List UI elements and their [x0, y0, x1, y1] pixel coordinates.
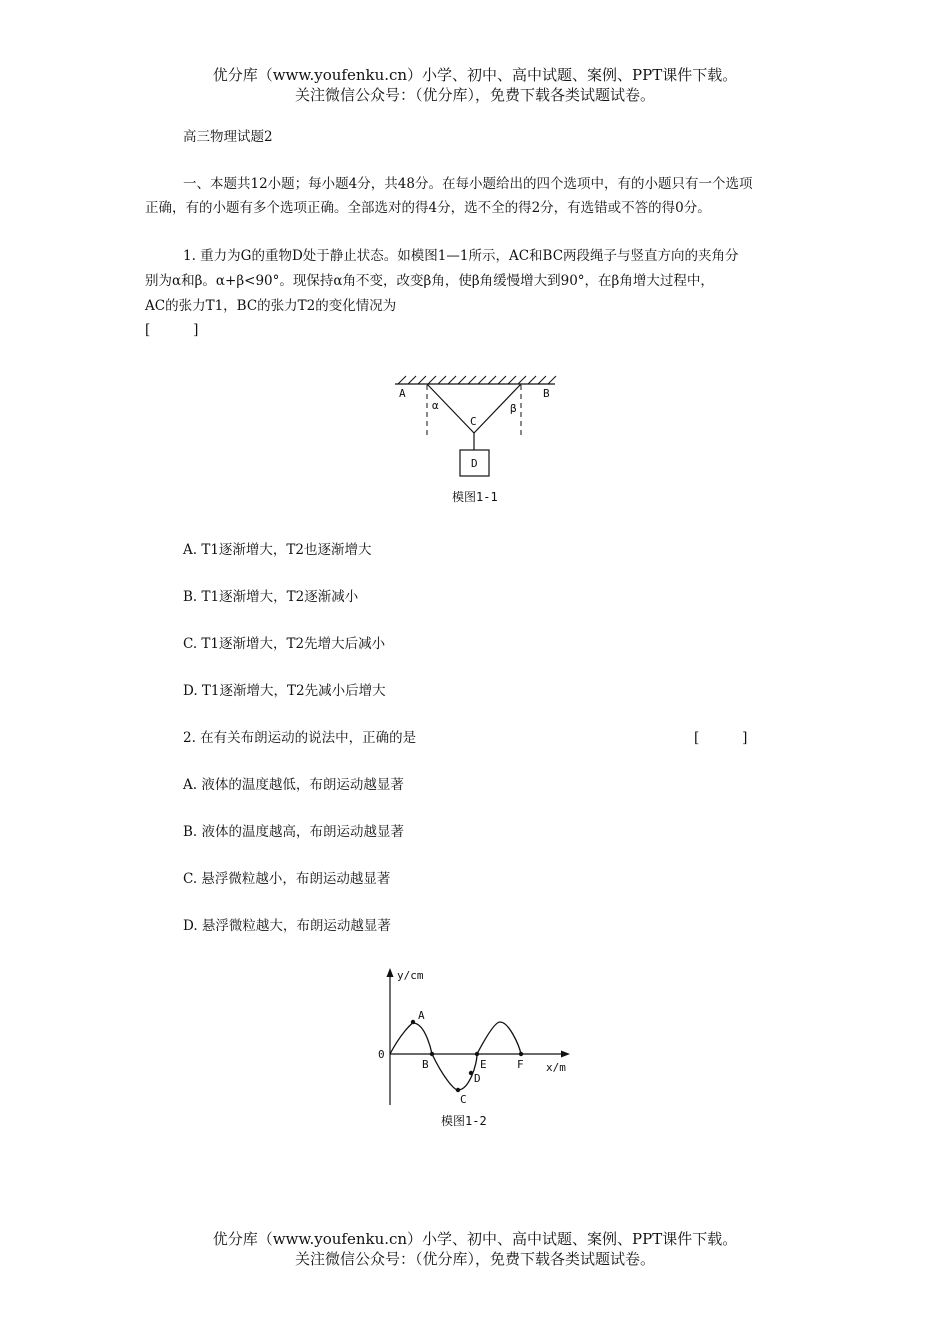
header-line-1: 优分库（www.youfenku.cn）小学、初中、高中试题、案例、PPT课件下载。 [212, 66, 738, 84]
figure-1-1-caption: 模图1-1 [452, 490, 498, 504]
q1-line-2: 别为α和β。α+β<90°。现保持α角不变，改变β角，使β角缓慢增大到90°，在β角增大过程中， [145, 273, 714, 289]
fig1-label-b: B [543, 387, 550, 400]
fig2-label-d: D [474, 1072, 481, 1085]
q2-option-c: C. 悬浮微粒越小，布朗运动越显著 [183, 871, 391, 887]
fig1-label-beta: β [510, 402, 517, 415]
fig2-label-b: B [422, 1058, 429, 1071]
fig1-label-alpha: α [432, 399, 439, 412]
fig2-label-a: A [418, 1009, 425, 1022]
fig1-label-a: A [399, 387, 406, 400]
page-title: 高三物理试题2 [183, 129, 273, 145]
q1-option-a: A. T1逐渐增大，T2也逐渐增大 [183, 542, 372, 558]
fig2-x-axis-label: x/m [546, 1061, 566, 1074]
q2-option-d: D. 悬浮微粒越大，布朗运动越显著 [183, 918, 391, 934]
q1-option-d: D. T1逐渐增大，T2先减小后增大 [183, 683, 386, 699]
q2-stem: 2. 在有关布朗运动的说法中，正确的是 [183, 730, 417, 746]
q2-option-b: B. 液体的温度越高，布朗运动越显著 [183, 824, 405, 840]
figure-1-2-caption: 模图1-2 [441, 1114, 487, 1128]
q1-line-1: 1. 重力为G的重物D处于静止状态。如模图1—1所示，AC和BC两段绳子与竖直方向的夹角分 [183, 248, 739, 264]
figure-1-2 [370, 965, 580, 1110]
footer-line-2: 关注微信公众号：（优分库），免费下载各类试题试卷。 [294, 1250, 655, 1268]
q2-option-a: A. 液体的温度越低，布朗运动越显著 [183, 777, 404, 793]
q1-line-3: AC的张力T1，BC的张力T2的变化情况为 [145, 298, 397, 314]
intro-line-2: 正确，有的小题有多个选项正确。全部选对的得4分，选不全的得2分，有选错或不答的得0分。 [145, 200, 711, 216]
q1-option-b: B. T1逐渐增大，T2逐渐减小 [183, 589, 359, 605]
fig2-label-c: C [460, 1093, 467, 1106]
footer-line-1: 优分库（www.youfenku.cn）小学、初中、高中试题、案例、PPT课件下载。 [212, 1230, 738, 1248]
intro-line-1: 一、本题共12小题；每小题4分，共48分。在每小题给出的四个选项中，有的小题只有一个选项 [183, 176, 753, 192]
q1-answer-bracket: [ ] [145, 322, 199, 338]
q1-option-c: C. T1逐渐增大，T2先增大后减小 [183, 636, 386, 652]
fig2-y-axis-label: y/cm [397, 969, 424, 982]
header-line-2: 关注微信公众号：（优分库），免费下载各类试题试卷。 [294, 86, 655, 104]
q2-answer-bracket: [ ] [694, 730, 748, 746]
fig2-label-e: E [480, 1058, 487, 1071]
fig1-label-d: D [471, 457, 478, 470]
fig2-label-f: F [517, 1058, 524, 1071]
fig1-label-c: C [470, 415, 477, 428]
fig2-origin-label: 0 [378, 1048, 385, 1061]
